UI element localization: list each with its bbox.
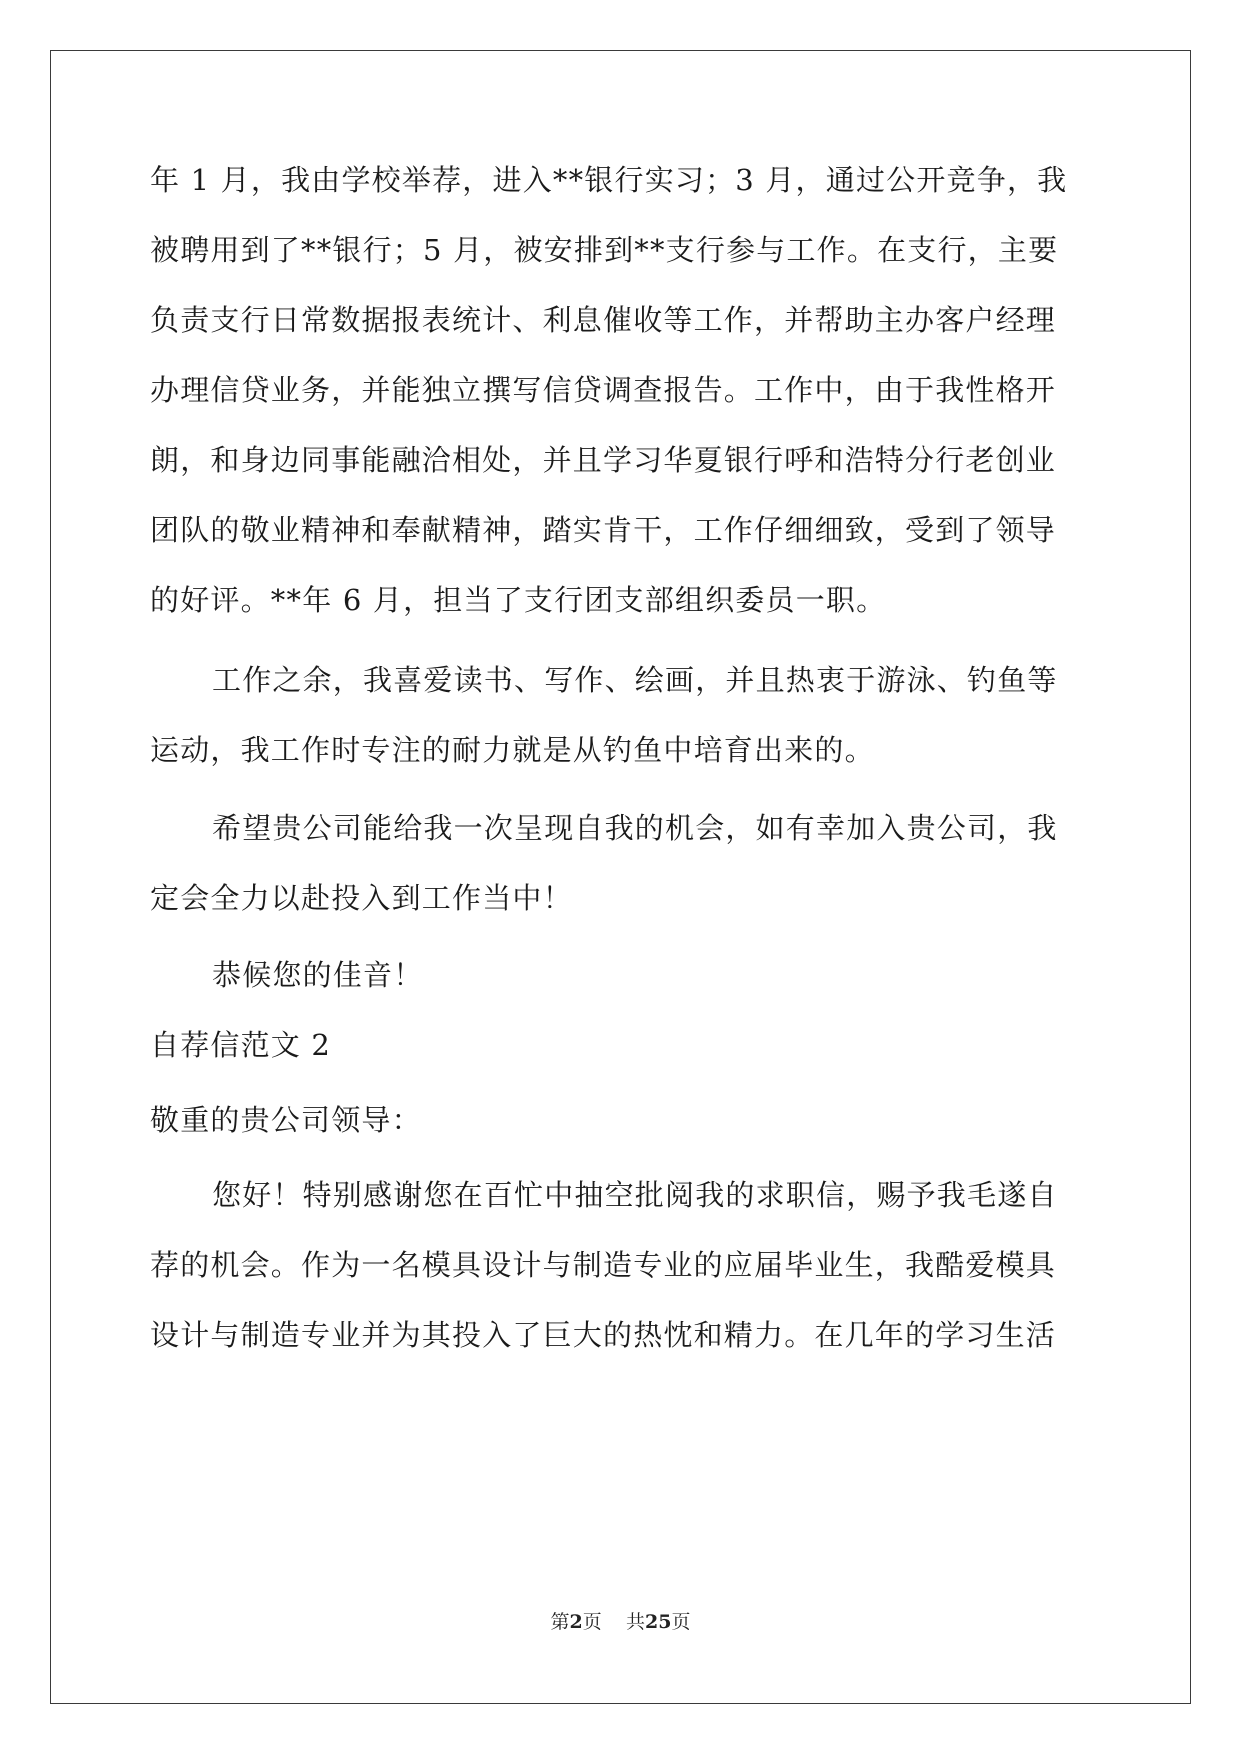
paragraph-start-line: 工作之余，我喜爱读书、写作、绘画，并且热衷于游泳、钓鱼等 xyxy=(212,663,1058,697)
text-line: 被聘用到了**银行；5 月，被安排到**支行参与工作。在支行，主要 xyxy=(150,233,1059,267)
page-border xyxy=(50,50,1191,1704)
text-line: 负责支行日常数据报表统计、利息催收等工作，并帮助主办客户经理 xyxy=(150,303,1057,337)
closing-line: 恭候您的佳音！ xyxy=(212,958,424,992)
text-line: 朗，和身边同事能融洽相处，并且学习华夏银行呼和浩特分行老创业 xyxy=(150,443,1057,477)
footer-page-suffix: 页 xyxy=(582,1611,602,1633)
salutation: 敬重的贵公司领导： xyxy=(150,1103,422,1137)
text-line: 定会全力以赴投入到工作当中！ xyxy=(150,881,573,915)
text-line: 设计与制造专业并为其投入了巨大的热忱和精力。在几年的学习生活 xyxy=(150,1318,1057,1352)
text-line: 的好评。**年 6 月，担当了支行团支部组织委员一职。 xyxy=(150,583,887,617)
text-line: 运动，我工作时专注的耐力就是从钓鱼中培育出来的。 xyxy=(150,733,875,767)
footer-total-prefix: 共 xyxy=(625,1611,645,1633)
text-line: 办理信贷业务，并能独立撰写信贷调查报告。工作中，由于我性格开 xyxy=(150,373,1057,407)
footer-page-number: 2 xyxy=(569,1611,583,1633)
page-footer xyxy=(0,1610,1241,1634)
paragraph-start-line: 您好！特别感谢您在百忙中抽空批阅我的求职信，赐予我毛遂自 xyxy=(212,1178,1058,1212)
paragraph-start-line: 希望贵公司能给我一次呈现自我的机会，如有幸加入贵公司，我 xyxy=(212,811,1058,845)
text-line: 荐的机会。作为一名模具设计与制造专业的应届毕业生，我酷爱模具 xyxy=(150,1248,1057,1282)
text-line: 年 1 月，我由学校举荐，进入**银行实习；3 月，通过公开竞争，我 xyxy=(150,163,1068,197)
footer-prefix: 第 xyxy=(550,1611,570,1633)
text-line: 团队的敬业精神和奉献精神，踏实肯干，工作仔细细致，受到了领导 xyxy=(150,513,1057,547)
footer-total-pages: 25 xyxy=(644,1611,672,1633)
section-title: 自荐信范文 2 xyxy=(150,1028,332,1062)
footer-total-suffix: 页 xyxy=(671,1611,691,1633)
